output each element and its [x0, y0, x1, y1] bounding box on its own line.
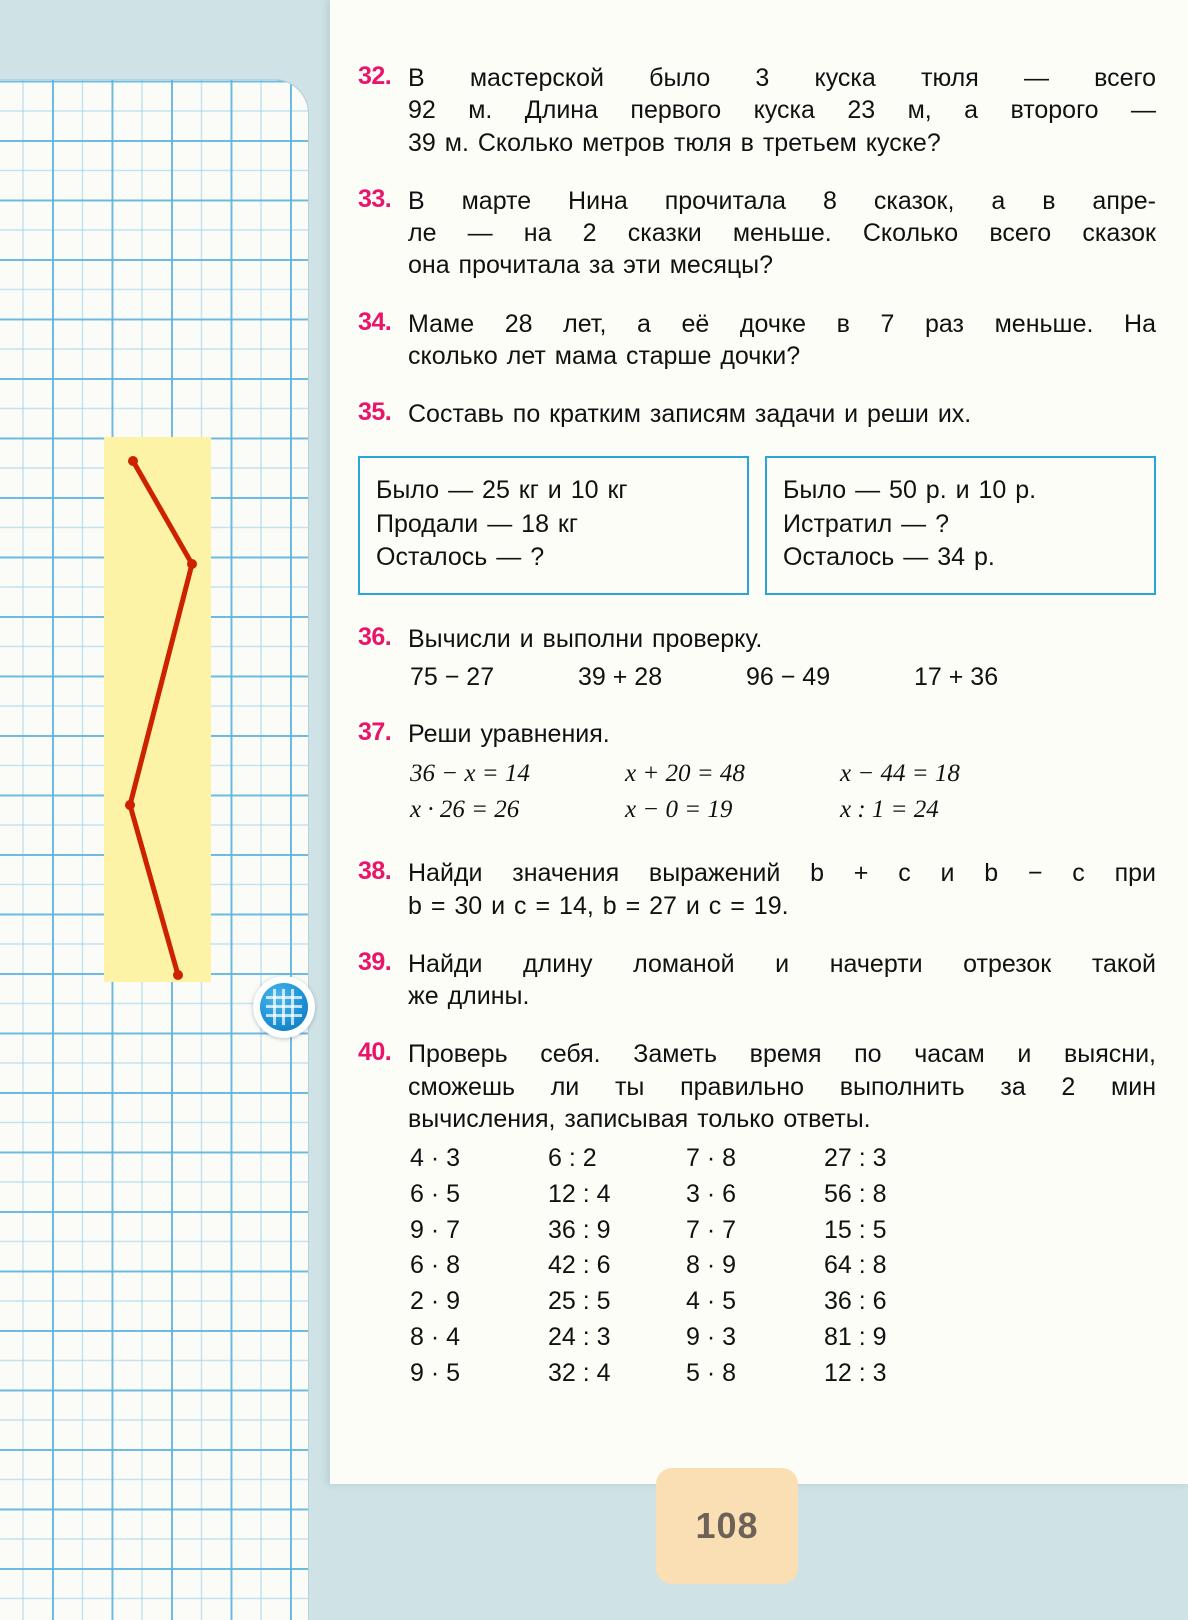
computation-row — [410, 1177, 1156, 1213]
card-row: Осталось — 34 р. — [783, 543, 995, 572]
computation-cell: 6 : 2 — [548, 1144, 597, 1172]
line: она прочитала за эти месяцы? — [408, 251, 774, 280]
card-row: Продали — 18 кг — [376, 509, 578, 538]
exercise-number: 37. — [358, 718, 392, 746]
polyline-vertex-dots — [125, 456, 197, 980]
line: Маме 28 лет, а её дочке в 7 раз меньше. На — [408, 309, 1156, 338]
exercise-32 — [358, 62, 1156, 159]
card-row: Истратил — ? — [783, 509, 949, 538]
computation-row — [410, 1320, 1156, 1356]
exercise-text — [408, 948, 1156, 1013]
equation: x − 44 = 18 — [840, 760, 960, 788]
line: сможешь ли ты правильно выполнить за 2 мин — [408, 1072, 1156, 1101]
computation-cell: 7 · 8 — [686, 1144, 737, 1172]
polyline-drawing — [0, 0, 330, 1050]
exercise-text — [408, 185, 1156, 282]
equation: x · 26 = 26 — [410, 795, 520, 823]
exercise-38 — [358, 857, 1156, 922]
exercise-text: Вычисли и выполни проверку. — [408, 624, 763, 653]
computation-row — [410, 1284, 1156, 1320]
polyline-vertex — [125, 800, 135, 810]
computation-cell: 8 · 9 — [686, 1251, 737, 1280]
computation-cell: 42 : 6 — [548, 1251, 611, 1280]
computation-cell: 7 · 7 — [686, 1215, 737, 1244]
exercise-text: Реши уравнения. — [408, 720, 610, 748]
equation: x + 20 = 48 — [625, 760, 745, 788]
equation: x − 0 = 19 — [625, 795, 733, 823]
expression: 96 − 49 — [746, 663, 831, 691]
computation-row — [410, 1248, 1156, 1284]
computation-cell: 64 : 8 — [824, 1251, 887, 1280]
expression: 17 + 36 — [914, 663, 999, 691]
card-row: Было — 25 кг и 10 кг — [376, 476, 628, 505]
line: Найди значения выражений b + c и b − c при — [408, 859, 1156, 888]
grid-icon-glyph — [260, 983, 308, 1031]
computation-cell: 25 : 5 — [548, 1287, 611, 1315]
exercise-number: 34. — [358, 307, 392, 336]
equation: 36 − x = 14 — [410, 760, 530, 788]
exercise-36 — [358, 623, 1156, 692]
computation-cell: 81 : 9 — [824, 1322, 887, 1351]
exercise-37 — [358, 718, 1156, 827]
exercise-number: 40. — [358, 1038, 392, 1067]
computation-cell: 8 · 4 — [410, 1322, 461, 1351]
exercise-33 — [358, 185, 1156, 282]
short-note-card-1 — [358, 456, 749, 595]
line: 39 м. Сколько метров тюля в третьем куске? — [408, 128, 941, 157]
exercise-number: 39. — [358, 947, 392, 976]
card-row: Было — 50 р. и 10 р. — [783, 476, 1037, 505]
exercise-number: 33. — [358, 184, 392, 213]
computation-cell: 15 : 5 — [824, 1215, 887, 1244]
grid-icon[interactable] — [253, 976, 315, 1038]
computation-cell: 32 : 4 — [548, 1358, 611, 1387]
exercise-35 — [358, 398, 1156, 430]
exercise-text — [408, 62, 1156, 159]
computation-cell: 2 · 9 — [410, 1287, 461, 1315]
equation-row — [410, 792, 1156, 828]
computation-cell: 3 · 6 — [686, 1179, 737, 1208]
line: В марте Нина прочитала 8 сказок, а в апре- — [408, 186, 1156, 215]
short-note-cards — [358, 456, 1156, 595]
exercise-40 — [358, 1038, 1156, 1391]
computation-cell: 36 : 9 — [548, 1215, 611, 1244]
computation-cell: 6 · 5 — [410, 1179, 461, 1208]
computation-cell: 9 · 5 — [410, 1358, 461, 1387]
computation-cell: 36 : 6 — [824, 1287, 887, 1315]
exercise-39 — [358, 948, 1156, 1013]
computation-cell: 12 : 3 — [824, 1358, 887, 1387]
exercise-text — [408, 308, 1156, 373]
polyline-figure — [104, 437, 211, 982]
computation-row — [410, 1213, 1156, 1249]
exercise-number: 35. — [358, 398, 392, 426]
exercise-number: 32. — [358, 62, 392, 90]
polyline-vertex — [187, 559, 197, 569]
expression: 39 + 28 — [578, 663, 663, 691]
computation-cell: 24 : 3 — [548, 1322, 611, 1351]
line: Найди длину ломаной и начерти отрезок такой — [408, 949, 1156, 978]
exercise-text — [408, 1038, 1156, 1135]
computation-cell: 4 · 5 — [686, 1287, 737, 1315]
textbook-page — [330, 0, 1188, 1484]
computation-row — [410, 1141, 1156, 1177]
exercise-number: 36. — [358, 622, 392, 651]
computation-cell: 4 · 3 — [410, 1144, 461, 1172]
computation-cell: 6 · 8 — [410, 1251, 461, 1280]
computation-cell: 12 : 4 — [548, 1179, 611, 1208]
exercise-text: Составь по кратким записям задачи и реши их. — [408, 400, 972, 428]
computation-row — [410, 1356, 1156, 1392]
computation-cell: 9 · 7 — [410, 1215, 461, 1244]
computation-cell: 56 : 8 — [824, 1179, 887, 1208]
line: же длины. — [408, 982, 530, 1010]
line: В мастерской было 3 куска тюля — всего — [408, 64, 1156, 92]
line: вычисления, записывая только ответы. — [408, 1104, 871, 1133]
equation-grid — [408, 756, 1156, 827]
exercise-text — [408, 857, 1156, 922]
computation-cell: 9 · 3 — [686, 1322, 737, 1351]
polyline-vertex — [128, 456, 138, 466]
line: 92 м. Длина первого куска 23 м, а второго — — [408, 96, 1156, 125]
expression-row — [408, 663, 1156, 692]
card-row: Осталось — ? — [376, 543, 545, 572]
expression: 75 − 27 — [410, 663, 495, 691]
line: сколько лет мама старше дочки? — [408, 341, 801, 370]
line: ле — на 2 сказки меньше. Сколько всего сказок — [408, 219, 1156, 247]
short-note-card-2 — [765, 456, 1156, 595]
computation-table — [408, 1141, 1156, 1391]
computation-cell: 5 · 8 — [686, 1358, 737, 1387]
computation-cell: 27 : 3 — [824, 1144, 887, 1172]
page-number: 108 — [656, 1468, 798, 1584]
equation-row — [410, 756, 1156, 792]
line: Проверь себя. Заметь время по часам и выясни, — [408, 1040, 1156, 1069]
exercise-34 — [358, 308, 1156, 373]
exercise-number: 38. — [358, 857, 392, 886]
equation: x : 1 = 24 — [840, 795, 939, 823]
line: b = 30 и c = 14, b = 27 и c = 19. — [408, 891, 789, 920]
polyline-vertex — [173, 970, 183, 980]
